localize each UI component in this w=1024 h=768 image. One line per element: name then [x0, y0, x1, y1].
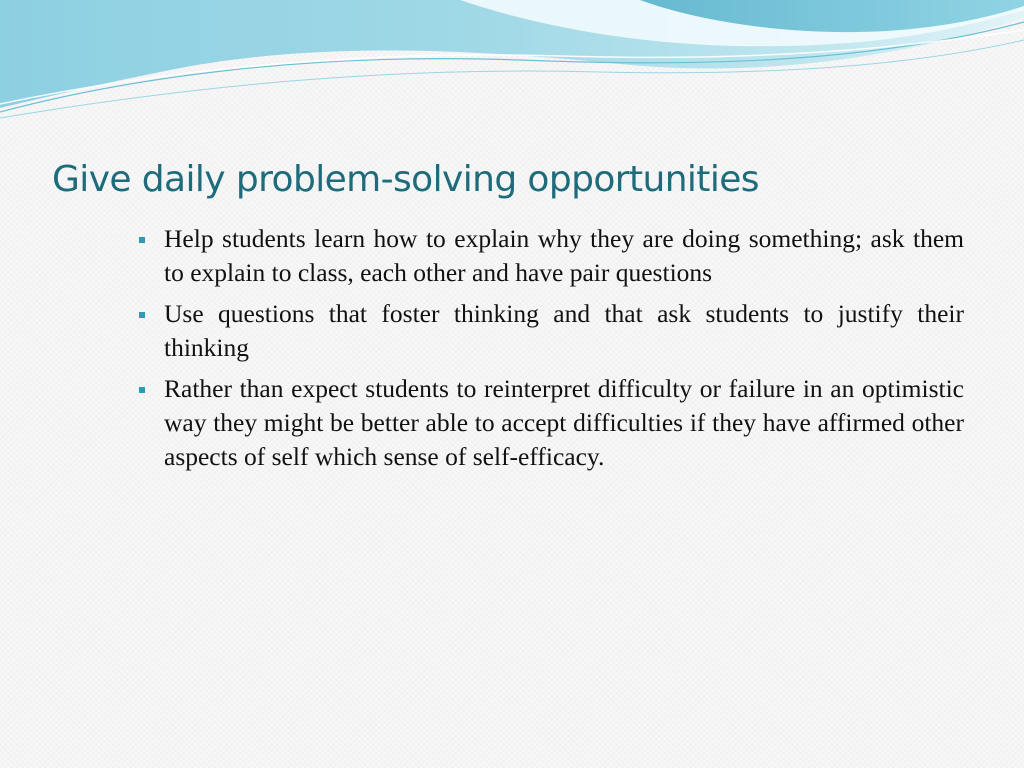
- square-bullet-icon: [139, 387, 145, 393]
- bullet-list: [136, 222, 964, 481]
- bullet-text: Rather than expect students to reinterpret difficulty or failure in an optimistic way they might be better able to accept difficulties if they have affirmed other aspects of self which sense of self-efficacy.: [164, 374, 964, 471]
- bullet-item: [136, 297, 964, 365]
- bullet-item: [136, 372, 964, 474]
- header-wave-decoration: [0, 0, 1024, 130]
- bullet-text: Help students learn how to explain why they are doing something; ask them to explain to class, each other and have pair questions: [164, 224, 964, 287]
- bullet-item: [136, 222, 964, 290]
- bullet-text: Use questions that foster thinking and that ask students to justify their thinking: [164, 299, 964, 362]
- square-bullet-icon: [139, 312, 145, 318]
- slide-title: Give daily problem-solving opportunities: [52, 159, 759, 200]
- square-bullet-icon: [139, 237, 145, 243]
